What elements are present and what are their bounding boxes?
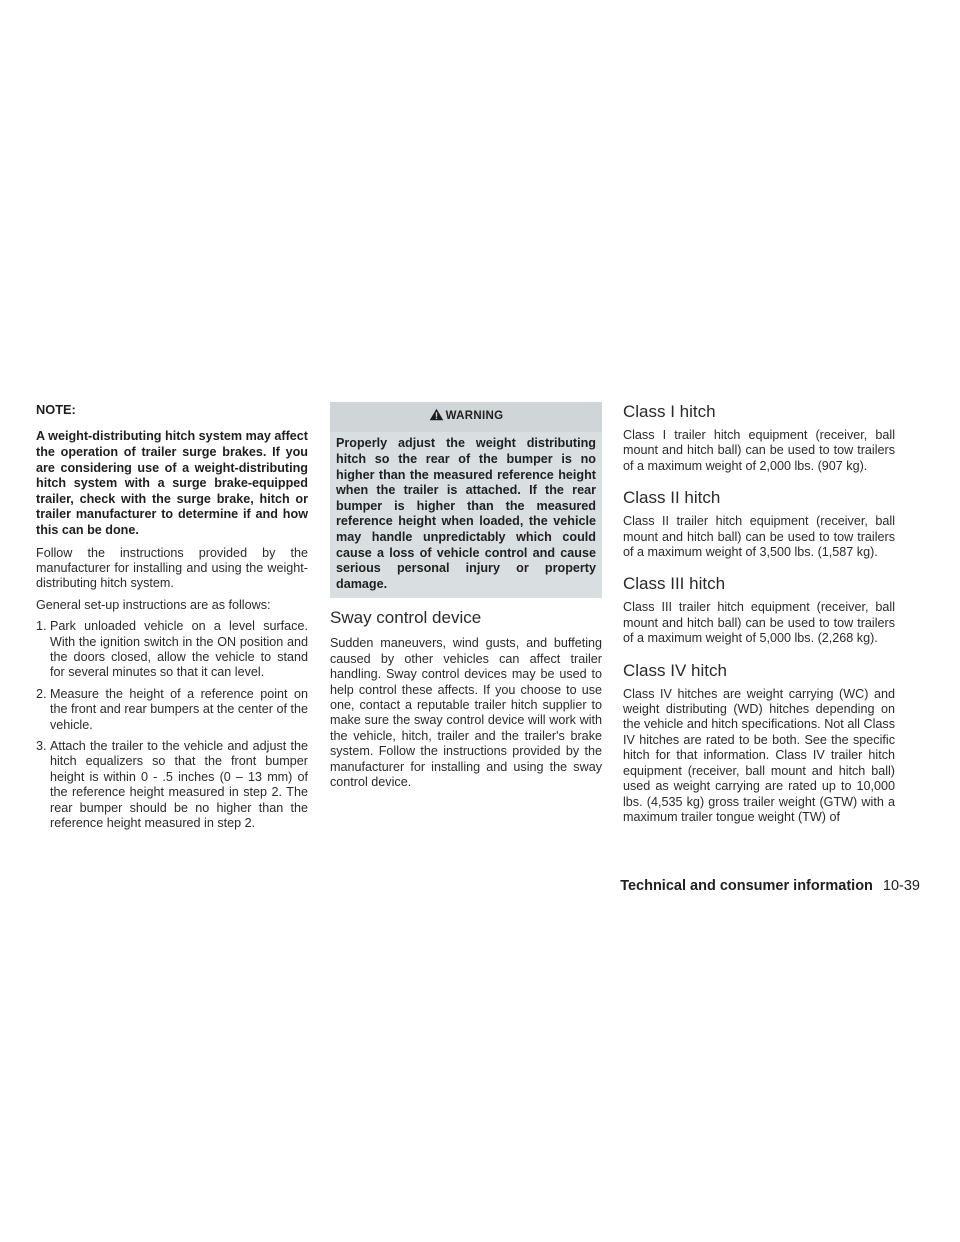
instructions-paragraph: Follow the instructions provided by the manufacturer for installing and using the weight-distributing hitch system. [36,545,308,591]
class-i-body: Class I trailer hitch equipment (receiver, ball mount and hitch ball) can be used to tow trailers of a maximum weight of 2,000 lbs. (907 kg). [623,428,895,473]
step-number: 2. [36,686,47,701]
note-body: A weight-distributing hitch system may affect the operation of trailer surge brakes. If you are considering use of a weight-distributing hitch system with a surge brake-equipped trailer, check with the surge brake, hitch or trailer manufacturer to determine if and how this can be done. [36,429,308,537]
setup-intro-paragraph: General set-up instructions are as follows: [36,597,271,612]
class-i-heading: Class I hitch [623,402,716,421]
class-iv-body: Class IV hitches are weight carrying (WC) and weight distributing (WD) hitches depending on the vehicle and hitch specifications. Not all Class IV hitches are rated to be both. See the specific hitch for that information. Class IV trailer hitch equipment (receiver, ball mount and hitch ball) used as weight carrying are rated up to 10,000 lbs. (4,535 kg) gross trailer weight (GTW) with a maximum trailer tongue weight (TW) of [623,686,895,824]
list-item [36,739,308,831]
class-ii-body: Class II trailer hitch equipment (receiver, ball mount and hitch ball) can be used to tow trailers of a maximum weight of 3,500 lbs. (1,587 kg). [623,514,895,560]
warning-body: Properly adjust the weight distributing hitch so the rear of the bumper is no higher than the measured reference height when the trailer is attached. If the rear bumper is higher than the measured reference height when loaded, the vehicle may handle unpredictably which could cause a loss of vehicle control and cause serious personal injury or property damage. [336,436,596,591]
page-number: 10-39 [882,878,920,894]
class-iv-heading: Class IV hitch [623,660,727,680]
sway-heading: Sway control device [330,608,482,628]
warning-triangle-icon [429,408,444,421]
step-text: Attach the trailer to the vehicle and adjust the hitch equalizers so that the front bumper height is within 0 - .5 inches (0 – 13 mm) of the reference height measured in step 2. The rear bumper should be no higher than the reference height measured in step 2. [50,739,308,831]
step-number: 1. [36,619,47,634]
column-left [36,402,308,837]
footer-section-title: Technical and consumer information [620,878,873,894]
class-iii-body: Class III trailer hitch equipment (receiver, ball mount and hitch ball) can be used to tow trailers of a maximum weight of 5,000 lbs. (2,268 kg). [623,600,895,646]
class-iii-heading: Class III hitch [623,574,726,594]
column-middle [330,402,602,796]
step-number: 3. [36,739,47,754]
column-right [623,402,895,839]
step-text: Measure the height of a reference point on the front and rear bumpers at the center of the vehicle. [50,686,308,732]
class-ii-heading: Class II hitch [623,488,721,508]
list-item [36,687,308,733]
setup-steps-list [36,619,308,831]
list-item [36,619,308,681]
page-footer [560,878,920,894]
note-label: NOTE: [36,402,76,417]
step-text: Park unloaded vehicle on a level surface. With the ignition switch in the ON position and the doors closed, allow the vehicle to stand for several minutes so that it can level. [50,619,308,680]
warning-label: WARNING [445,410,504,422]
warning-box [330,402,602,598]
warning-header [330,402,602,432]
sway-body: Sudden maneuvers, wind gusts, and buffeting caused by other vehicles can affect trailer handling. Sway control devices may be used to help control these affects. If you choose to use one, contact a reputable trailer hitch supplier to make sure the sway control device will work with the vehicle, hitch, trailer and the trailer's brake system. Follow the instructions provided by the manufacturer for installing and using the sway control device. [330,636,602,789]
